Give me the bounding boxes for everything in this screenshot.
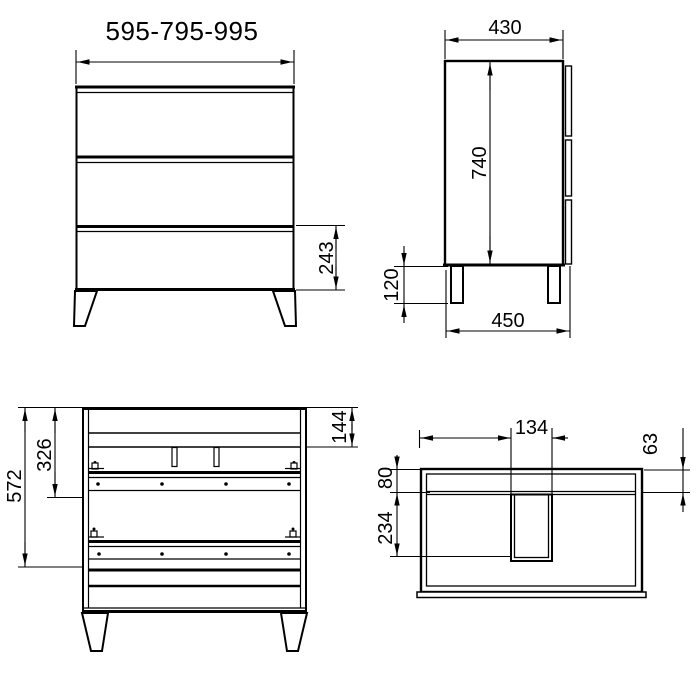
plan-back-rail-label: 80: [375, 466, 397, 490]
section-top-height-label: 144: [329, 410, 351, 444]
front-width-dim-label: 595-795-995: [105, 16, 259, 46]
side-cabinet-body: [443, 61, 572, 303]
side-height-dimension: [469, 62, 491, 264]
section-upper-height-label: 326: [34, 438, 56, 472]
section-right-leg: [281, 613, 307, 651]
side-overall-depth-label: 450: [491, 310, 525, 332]
front-drawer-height-label: 243: [316, 241, 338, 275]
side-leg-height-dimension: [381, 246, 448, 323]
plan-bottom-lip: [417, 592, 646, 598]
section-center-divider-left: [172, 448, 177, 467]
plan-siphon-cutout: [511, 495, 552, 562]
section-center-divider-right: [214, 448, 219, 467]
front-width-dimension: [76, 16, 294, 84]
side-leg-height-label: 120: [381, 268, 403, 302]
section-legs: [82, 613, 307, 651]
section-total-height-label: 572: [4, 469, 26, 503]
section-upper-height-dimension: [34, 408, 83, 498]
side-back-leg: [451, 266, 463, 303]
side-drawer-front-top: [566, 66, 572, 136]
section-top-height-dimension: [307, 408, 358, 448]
section-total-height-dimension: [4, 408, 83, 568]
section-view: [4, 407, 358, 651]
plan-cutout-width-label: 134: [514, 417, 549, 439]
side-drawer-front-middle: [566, 140, 572, 196]
side-top-depth-dimension: [445, 17, 563, 59]
side-top-depth-label: 430: [488, 17, 522, 39]
front-left-leg: [74, 291, 97, 326]
plan-back-edge-dimension: [640, 428, 690, 512]
side-view: [381, 17, 572, 338]
plan-back-edge-label: 63: [640, 432, 662, 456]
plan-cutout-depth-label: 234: [375, 511, 397, 545]
side-height-label: 740: [469, 146, 491, 180]
front-legs: [74, 291, 296, 326]
plan-carcass: [417, 469, 646, 598]
side-drawer-front-bottom: [566, 200, 572, 264]
plan-view: [375, 417, 690, 598]
section-left-leg: [82, 613, 108, 651]
plan-cutout-width-dimension: [420, 417, 569, 494]
front-bottom-drawer-dimension: [296, 226, 345, 291]
front-view: [74, 16, 345, 326]
front-cabinet-body: [75, 86, 295, 290]
front-right-leg: [273, 291, 296, 326]
side-front-leg: [548, 266, 560, 303]
section-carcass: [82, 407, 307, 612]
plan-left-dimensions: [375, 455, 511, 557]
